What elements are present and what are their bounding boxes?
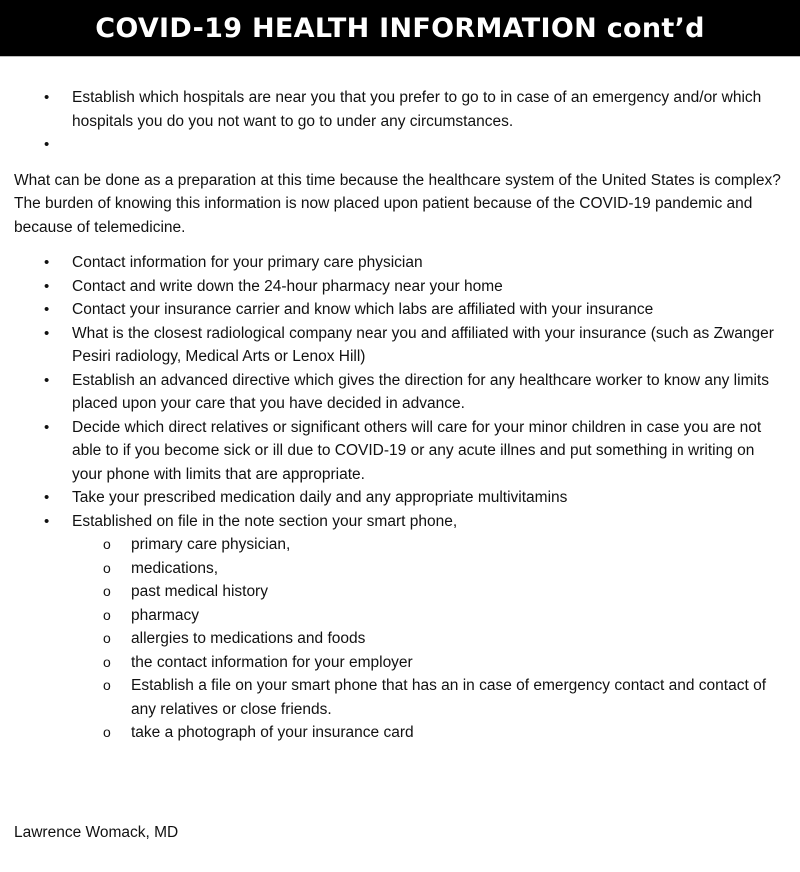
circle-bullet-icon: o — [103, 583, 111, 599]
list-item — [0, 322, 800, 369]
bullet-icon: • — [44, 324, 50, 342]
sub-list-item-text: take a photograph of your insurance card — [131, 724, 414, 741]
intro-paragraph: What can be done as a preparation at this time because the healthcare system of the United States is complex? The burden of knowing this information is now placed upon patient because of the COVID-19 pandemic and because of telemedicine. — [14, 171, 781, 236]
list-item — [0, 369, 800, 416]
bullet-icon: • — [44, 277, 50, 295]
bullet-icon: • — [44, 512, 50, 530]
list-item-text: Decide which direct relatives or significant others will care for your minor children in case you are not able to if you become sick or ill due to COVID-19 or any acute illnes and put something in writing on your phone with limits that are appropriate. — [72, 418, 762, 483]
list-item-text: Contact and write down the 24-hour pharmacy near your home — [72, 277, 503, 295]
sub-list-item — [0, 651, 788, 675]
list-item — [0, 86, 800, 133]
list-item-text: Establish an advanced directive which gives the direction for any healthcare worker to know any limits placed upon your care that you have decided in advance. — [72, 371, 769, 412]
circle-bullet-icon: o — [103, 653, 111, 670]
bullet-icon: • — [44, 489, 50, 506]
circle-bullet-icon: o — [103, 536, 111, 552]
list-item-text: Contact your insurance carrier and know which labs are affiliated with your insurance — [72, 301, 654, 318]
sub-list-item-text: primary care physician, — [131, 536, 291, 553]
list-item — [0, 416, 800, 487]
sub-list-item — [0, 533, 788, 557]
circle-bullet-icon: o — [103, 630, 111, 646]
list-item — [0, 275, 800, 299]
smartphone-file-sublist — [72, 533, 788, 745]
list-item — [0, 298, 800, 322]
circle-bullet-icon: o — [103, 724, 111, 740]
preparation-list — [0, 251, 800, 745]
sub-list-item-text: past medical history — [131, 583, 268, 600]
sub-list-item-text: the contact information for your employer — [131, 653, 413, 671]
list-item-text: Take your prescribed medication daily and any appropriate multivitamins — [72, 489, 568, 506]
list-item — [0, 486, 800, 510]
list-item-empty — [0, 133, 800, 157]
sub-list-item — [0, 604, 788, 628]
title-banner — [0, 0, 800, 57]
hospital-list — [0, 86, 800, 157]
list-item-text: Established on file in the note section your smart phone, — [72, 512, 458, 530]
list-item-text: What is the closest radiological company near you and affiliated with your insurance (such as Zwanger Pesiri radiology, Medical Arts or Lenox Hill) — [72, 324, 774, 365]
sub-list-item-text: allergies to medications and foods — [131, 630, 366, 647]
sub-list-item — [0, 674, 788, 721]
sub-list-item-text: Establish a file on your smart phone that has an in case of emergency contact and contact of any relatives or close friends. — [131, 677, 767, 718]
sub-list-item — [0, 721, 788, 745]
circle-bullet-icon: o — [103, 606, 111, 623]
list-item — [0, 510, 800, 745]
bullet-icon: • — [44, 136, 50, 153]
bullet-icon: • — [44, 301, 50, 318]
list-item — [0, 251, 800, 275]
document-body — [0, 86, 800, 745]
sub-list-item-text: pharmacy — [131, 606, 200, 624]
circle-bullet-icon: o — [103, 559, 111, 576]
sub-list-item — [0, 627, 788, 651]
list-item-text: Establish which hospitals are near you that you prefer to go to in case of an emergency and/or which hospitals you do you not want to go to under any circumstances. — [72, 89, 762, 130]
bullet-icon: • — [44, 89, 50, 106]
bullet-icon: • — [44, 418, 50, 436]
sub-list-item-text: medications, — [131, 559, 219, 577]
sub-list-item — [0, 557, 788, 581]
circle-bullet-icon: o — [103, 677, 111, 693]
author-signature: Lawrence Womack, MD — [14, 824, 179, 841]
page-title: COVID-19 HEALTH INFORMATION cont’d — [95, 12, 705, 44]
bullet-icon: • — [44, 254, 50, 271]
bullet-icon: • — [44, 371, 50, 389]
list-item-text: Contact information for your primary care physician — [72, 254, 423, 271]
sub-list-item — [0, 580, 788, 604]
